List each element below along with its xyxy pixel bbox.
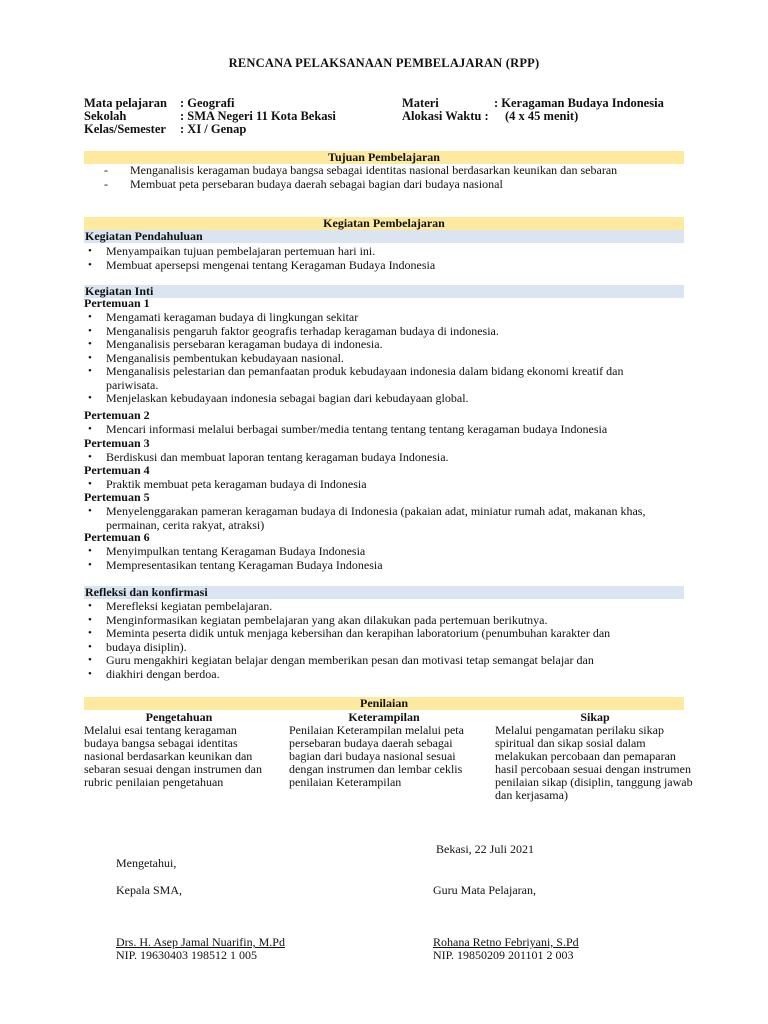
kegiatan-heading: Kegiatan Pembelajaran [84,217,684,230]
inti-heading: Kegiatan Inti [84,285,684,298]
pertemuan-label: Pertemuan 6 [84,530,150,544]
document-title: RENCANA PELAKSANAAN PEMBELAJARAN (RPP) [228,56,540,70]
pertemuan-label: Pertemuan 4 [84,463,150,477]
list-item: • Menginformasikan kegiatan pembelajaran yang akan dilakukan pada pertemuan berikutnya. [84,614,684,628]
right-signer-nip: NIP. 19850209 201101 2 003 [433,948,574,962]
meta-row [84,110,704,123]
list-item: • Mencari informasi melalui berbagai sumber/media tentang tentang tentang keragaman budaya Indonesia [84,423,684,437]
meta-row [84,123,704,136]
column-text: Melalui pengamatan perilaku sikap spiritual dan sikap sosial dalam melakukan percobaan dan pemaparan hasil percobaan sesuai dengan instrumen penilaian sikap (disiplin, tanggung jawab dan kerjasama) [495,723,693,802]
meta-value: (4 x 45 menit) [505,109,579,123]
list-item: • Menganalisis persebaran keragaman budaya di indonesia. [84,338,684,352]
meta-value: : XI / Genap [180,122,247,136]
list-item: • Mengamati keragaman budaya di lingkungan sekitar [84,311,684,325]
meta-label: Sekolah [84,109,127,123]
list-item: - Membuat peta persebaran budaya daerah sebagai bagian dari budaya nasional [104,178,664,191]
place-date: Bekasi, 22 Juli 2021 [436,842,534,856]
pertemuan-list [84,545,684,572]
pertemuan-list [84,451,684,465]
list-item: • Menganalisis pelestarian dan pemanfaatan produk kebudayaan indonesia dalam bidang ekonomi kreatif dan pariwisata. [84,365,684,392]
meta-block [84,97,704,136]
pendahuluan-heading: Kegiatan Pendahuluan [84,230,684,243]
pertemuan-label: Pertemuan 3 [84,436,150,450]
list-item: • Berdiskusi dan membuat laporan tentang keragaman budaya Indonesia. [84,451,684,465]
list-item: • diakhiri dengan berdoa. [84,668,684,682]
list-item: • Praktik membuat peta keragaman budaya di Indonesia [84,478,684,492]
pertemuan-label: Pertemuan 1 [84,296,150,310]
left-signer-name: Drs. H. Asep Jamal Nuarifin, M.Pd [116,935,285,949]
pertemuan-list [84,478,684,492]
right-signer-role: Guru Mata Pelajaran, [433,883,536,897]
list-item: • Menjelaskan kebudayaan indonesia sebagai bagian dari kebudayaan global. [84,392,684,406]
meta-value: : SMA Negeri 11 Kota Bekasi [180,109,336,123]
meta-value: : Keragaman Budaya Indonesia [494,96,664,110]
right-signer-name: Rohana Retno Febriyani, S.Pd [433,935,579,949]
penilaian-sikap [495,711,695,802]
left-signer-role: Kepala SMA, [116,883,182,897]
pendahuluan-list [84,245,684,272]
meta-label: Kelas/Semester [84,122,166,136]
list-item: - Menganalisis keragaman budaya bangsa sebagai identitas nasional berdasarkan keunikan dan sebaran [104,164,664,177]
meta-row [84,97,704,110]
list-item: • Meminta peserta didik untuk menjaga kebersihan dan kerapihan laboratorium (penumbuhan karakter dan [84,627,684,641]
refleksi-list [84,600,684,681]
pertemuan-label: Pertemuan 5 [84,490,150,504]
pertemuan-label: Pertemuan 2 [84,408,150,422]
pertemuan-list [84,423,684,437]
list-item: • Menganalisis pengaruh faktor geografis terhadap keragaman budaya di indonesia. [84,325,684,339]
meta-value: : Geografi [180,96,235,110]
pertemuan-list [84,311,684,406]
meta-label: Alokasi Waktu : [402,109,489,123]
left-signer-nip: NIP. 19630403 198512 1 005 [116,948,258,962]
list-item: • Menyampaikan tujuan pembelajaran pertemuan hari ini. [84,245,684,259]
column-heading: Pengetahuan [145,710,213,724]
list-item: • Menganalisis pembentukan kebudayaan nasional. [84,352,684,366]
list-item: • Menyelenggarakan pameran keragaman budaya di Indonesia (pakaian adat, miniatur rumah adat, makanan khas, permainan, cerita rakyat, atraksi) [84,505,684,532]
list-item: • Merefleksi kegiatan pembelajaran. [84,600,684,614]
list-item: • Menyimpulkan tentang Keragaman Budaya Indonesia [84,545,684,559]
mengetahui-label: Mengetahui, [116,856,177,870]
column-text: Penilaian Keterampilan melalui peta persebaran budaya daerah sebagai bagian dari budaya nasional sesuai dengan instrumen dan lembar ceklis penilaian Keterampilan [289,723,464,789]
list-item: • Mempresentasikan tentang Keragaman Budaya Indonesia [84,559,684,573]
list-item: • Membuat apersepsi mengenai tentang Keragaman Budaya Indonesia [84,259,684,273]
tujuan-list [104,164,664,192]
penilaian-keterampilan [289,711,479,789]
refleksi-heading: Refleksi dan konfirmasi [84,586,684,599]
column-heading: Sikap [580,710,610,724]
column-heading: Keterampilan [348,710,420,724]
pertemuan-list [84,505,684,532]
meta-label: Materi [402,96,439,110]
list-item: • Guru mengakhiri kegiatan belajar dengan memberikan pesan dan motivasi tetap semangat belajar dan [84,654,684,668]
penilaian-heading: Penilaian [84,697,684,710]
meta-label: Mata pelajaran [84,96,167,110]
penilaian-pengetahuan [84,711,274,789]
column-text: Melalui esai tentang keragaman budaya bangsa sebagai identitas nasional berdasarkan keunikan dan sebaran sesuai dengan instrumen dan rubric penilaian pengetahuan [84,723,262,789]
list-item: • budaya disiplin). [84,641,684,655]
tujuan-heading: Tujuan Pembelajaran [84,151,684,164]
